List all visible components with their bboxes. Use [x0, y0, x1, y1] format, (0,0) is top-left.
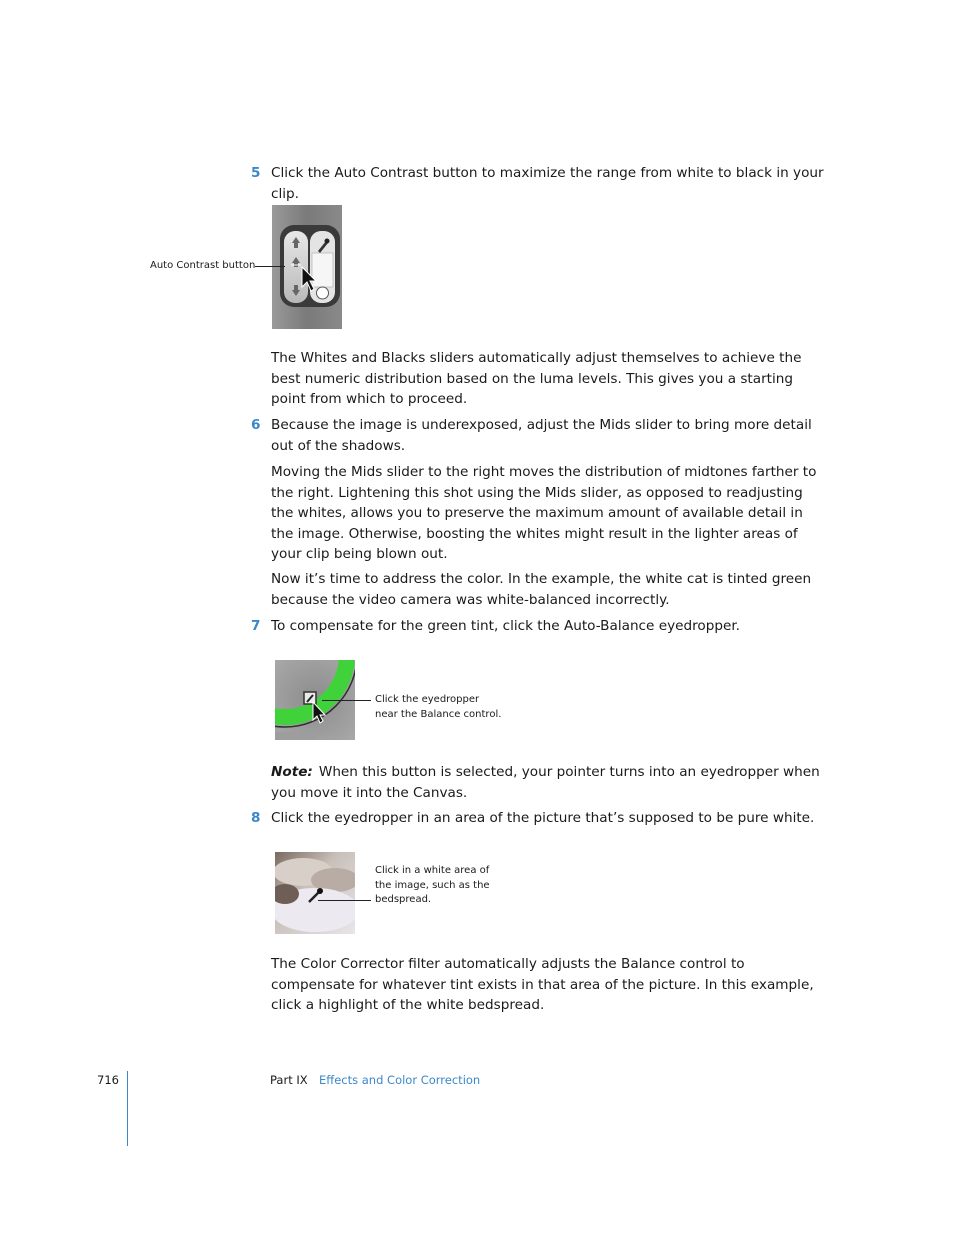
white-area-leader — [318, 900, 371, 901]
step-text: To compensate for the green tint, click the Auto-Balance eyedropper. — [271, 618, 741, 634]
balance-paragraph: The Color Corrector filter automatically adjusts the Balance control to compensate for whatever tint exists in that area of the picture. In this example, click a highlight of the white bedspread. — [271, 956, 814, 1013]
eyedropper-callout — [375, 693, 501, 722]
footer-part: Part IX — [270, 1073, 308, 1087]
note-paragraph — [271, 762, 827, 803]
step-text: Click the eyedropper in an area of the picture that’s supposed to be pure white. — [271, 810, 815, 826]
callout-line: the image, such as the — [375, 879, 490, 891]
auto-contrast-callout: Auto Contrast button — [150, 260, 256, 271]
footer-rule — [127, 1071, 128, 1146]
step-text: Because the image is underexposed, adjust the Mids slider to bring more detail out of the shadows. — [271, 417, 812, 454]
callout-line: near the Balance control. — [375, 708, 502, 720]
footer-section-link[interactable]: Effects and Color Correction — [319, 1073, 481, 1087]
step-number: 7 — [251, 618, 261, 634]
white-area-callout — [375, 864, 490, 908]
step-number: 5 — [251, 165, 261, 181]
page-number: 716 — [97, 1073, 119, 1087]
callout-line: bedspread. — [375, 894, 432, 905]
callout-line: Click in a white area of — [375, 865, 490, 876]
mids-paragraph: Moving the Mids slider to the right moves the distribution of midtones farther to the right. Lightening this shot using the Mids slider, as opposed to readjusting the whites, allows you to preserve the maximum amount of available detail in the image. Otherwise, boosting the whites might result in the lighter areas of your clip being blown out. — [271, 464, 817, 562]
color-paragraph: Now it’s time to address the color. In the example, the white cat is tinted green because the video camera was white-balanced incorrectly. — [271, 571, 812, 608]
bedspread-figure — [275, 852, 355, 934]
step-text: Click the Auto Contrast button to maximize the range from white to black in your clip. — [271, 165, 824, 202]
step-number: 8 — [251, 810, 261, 826]
eyedropper-leader — [322, 700, 371, 701]
callout-line: Click the eyedropper — [375, 694, 480, 705]
note-text: When this button is selected, your pointer turns into an eyedropper when you move it into the Canvas. — [271, 764, 820, 801]
step-number: 6 — [251, 417, 261, 433]
whites-blacks-paragraph: The Whites and Blacks sliders automatically adjust themselves to achieve the best numeric distribution based on the luma levels. This gives you a starting point from which to proceed. — [271, 350, 802, 407]
auto-contrast-figure — [272, 205, 342, 329]
note-label: Note: — [271, 764, 313, 780]
auto-contrast-leader — [255, 266, 285, 267]
